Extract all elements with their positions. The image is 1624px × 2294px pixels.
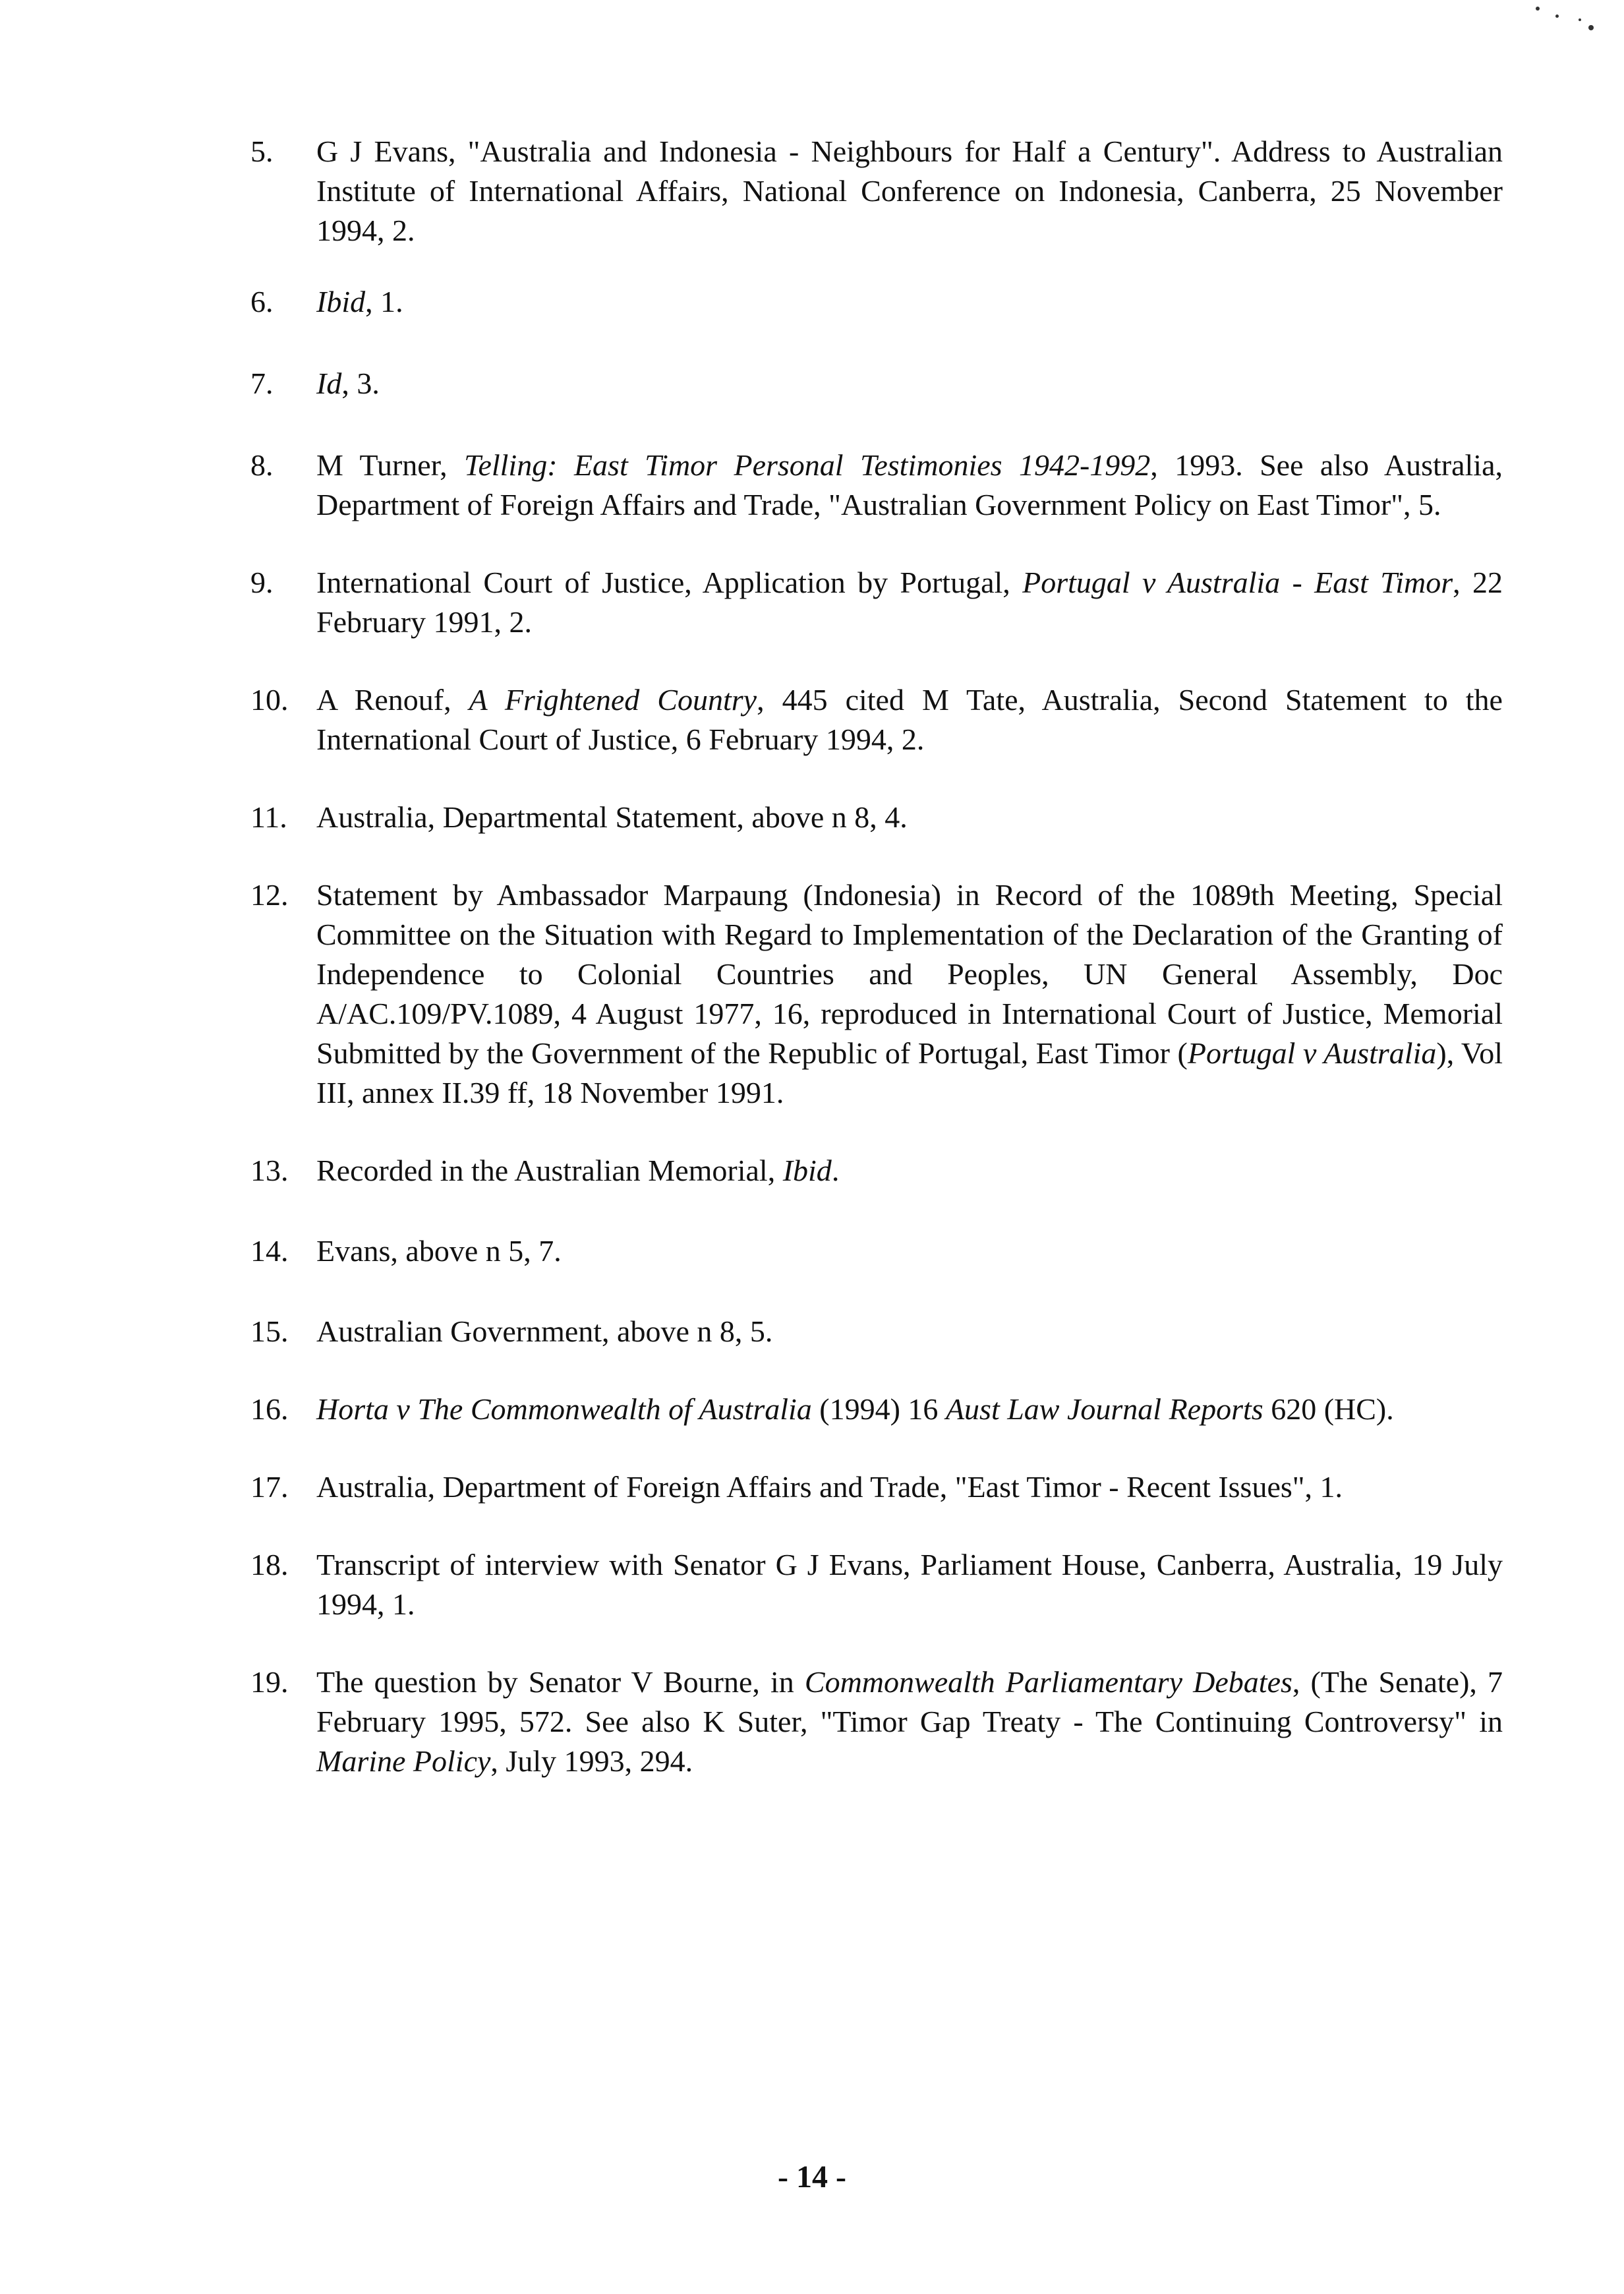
- endnote-number: 5.: [250, 134, 274, 168]
- endnote: [250, 282, 1503, 322]
- endnote-number: 12.: [250, 878, 289, 912]
- endnote-number: 19.: [250, 1665, 289, 1699]
- endnote: [250, 1467, 1503, 1507]
- endnote-number: 7.: [250, 367, 274, 400]
- endnote-text: Id, 3.: [316, 367, 380, 400]
- endnote-text: M Turner, Telling: East Timor Personal Testimonies 1942-1992, 1993. See also Australia, Department of Foreign Affairs and Trade, "Australian Government Policy on East Timor", 5.: [316, 448, 1503, 521]
- endnote-number: 11.: [250, 800, 287, 834]
- endnote-text: Australian Government, above n 8, 5.: [316, 1314, 773, 1348]
- endnote: [250, 1231, 1503, 1271]
- endnote: [250, 1662, 1503, 1781]
- endnote-text: Statement by Ambassador Marpaung (Indonesia) in Record of the 1089th Meeting, Special Committee on the Situation with Regard to Implementation of the Declaration of the Granting of Independence to Colonial Countries and Peoples, UN General Assembly, Doc A/AC.109/PV.1089, 4 August 1977, 16, reproduced in International Court of Justice, Memorial Submitted by the Government of the Republic of Portugal, East Timor (Portugal v Australia), Vol III, annex II.39 ff, 18 November 1991.: [316, 878, 1503, 1109]
- endnote: [250, 446, 1503, 525]
- endnote-number: 8.: [250, 448, 274, 482]
- page-number: - 14 -: [778, 2160, 846, 2194]
- endnote: [250, 1390, 1503, 1429]
- endnotes-list: [250, 132, 1503, 1781]
- scan-speck: [1536, 7, 1540, 11]
- endnote: [250, 563, 1503, 642]
- endnote-text: Australia, Departmental Statement, above n 8, 4.: [316, 800, 908, 834]
- endnote-text: Ibid, 1.: [316, 285, 403, 318]
- scan-speck: [1588, 25, 1594, 30]
- endnote-number: 13.: [250, 1154, 289, 1187]
- endnote: [250, 364, 1503, 403]
- endnote-text: The question by Senator V Bourne, in Commonwealth Parliamentary Debates, (The Senate), 7 February 1995, 572. See also K Suter, "Timor Gap Treaty - The Continuing Controversy" in Marine Policy, July 1993, 294.: [316, 1665, 1503, 1778]
- endnote-text: A Renouf, A Frightened Country, 445 cited M Tate, Australia, Second Statement to the International Court of Justice, 6 February 1994, 2.: [316, 683, 1503, 756]
- endnote-number: 18.: [250, 1548, 289, 1581]
- endnote-number: 15.: [250, 1314, 289, 1348]
- endnote-text: Recorded in the Australian Memorial, Ibid.: [316, 1154, 840, 1187]
- endnote: [250, 680, 1503, 759]
- endnote-text: G J Evans, "Australia and Indonesia - Neighbours for Half a Century". Address to Australian Institute of International Affairs, National Conference on Indonesia, Canberra, 25 November 1994, 2.: [316, 134, 1503, 247]
- endnote: [250, 875, 1503, 1113]
- endnote: [250, 798, 1503, 837]
- endnote: [250, 1312, 1503, 1351]
- endnote-text: Evans, above n 5, 7.: [316, 1234, 562, 1268]
- endnote-text: Transcript of interview with Senator G J Evans, Parliament House, Canberra, Australia, 19 July 1994, 1.: [316, 1548, 1503, 1621]
- endnote-number: 16.: [250, 1392, 289, 1426]
- endnote-number: 17.: [250, 1470, 289, 1504]
- endnote: [250, 1151, 1503, 1191]
- endnote-number: 14.: [250, 1234, 289, 1268]
- endnote: [250, 1545, 1503, 1624]
- scan-speck: [1555, 15, 1559, 18]
- endnote-number: 6.: [250, 285, 274, 318]
- endnote-number: 10.: [250, 683, 289, 717]
- endnote-number: 9.: [250, 566, 274, 599]
- scan-speck: [1579, 18, 1581, 21]
- endnote: [250, 132, 1503, 250]
- endnote-text: International Court of Justice, Application by Portugal, Portugal v Australia - East Timor, 22 February 1991, 2.: [316, 566, 1503, 639]
- endnote-text: Horta v The Commonwealth of Australia (1994) 16 Aust Law Journal Reports 620 (HC).: [316, 1392, 1394, 1426]
- endnote-text: Australia, Department of Foreign Affairs and Trade, "East Timor - Recent Issues", 1.: [316, 1470, 1343, 1504]
